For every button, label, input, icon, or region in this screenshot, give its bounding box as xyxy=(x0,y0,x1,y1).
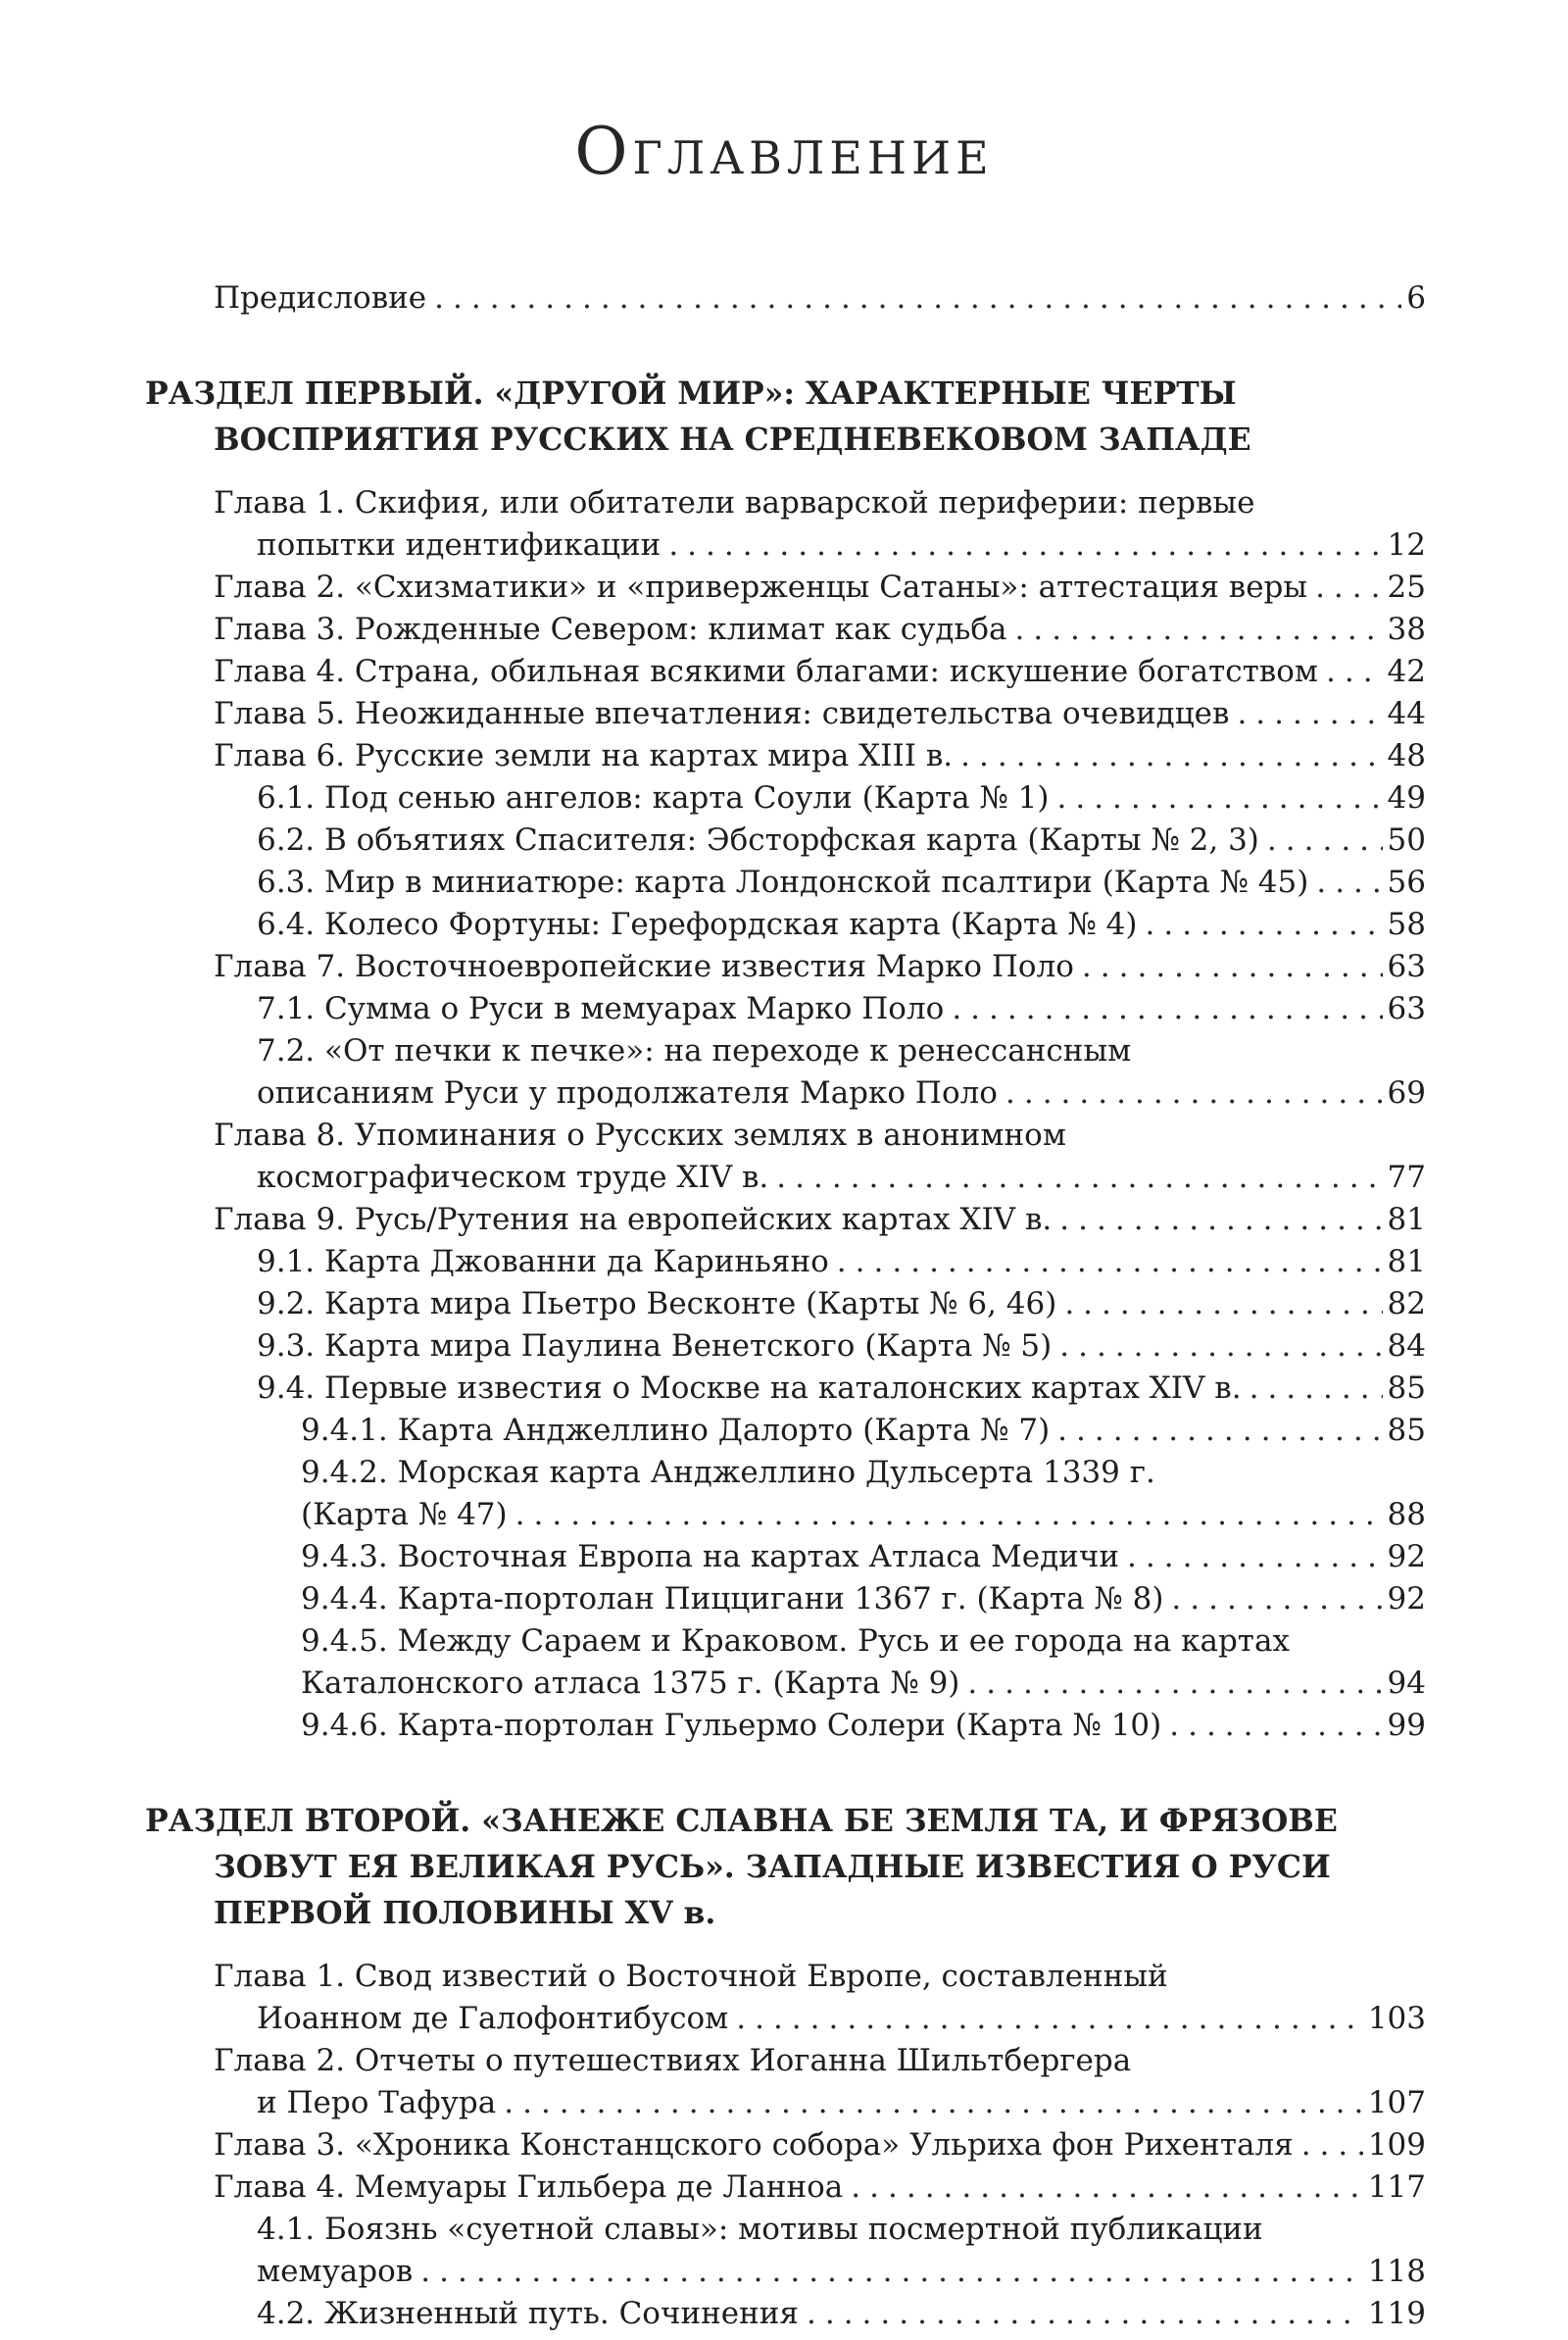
page-number: 92 xyxy=(1387,1581,1426,1617)
toc-entry xyxy=(0,693,1568,735)
page-number: 85 xyxy=(1387,1413,1426,1448)
dot-leader xyxy=(1315,567,1382,609)
dot-leader xyxy=(1059,1325,1382,1368)
toc-entry-text: Глава 4. Мемуары Гильбера де Ланноа xyxy=(214,2169,844,2205)
page-number: 119 xyxy=(1367,2296,1426,2331)
dot-leader xyxy=(1237,693,1382,735)
toc-entry-line xyxy=(257,777,1426,820)
toc-entry xyxy=(0,1956,1568,2040)
toc-section-heading xyxy=(0,371,1568,463)
toc-entry xyxy=(0,946,1568,988)
toc-entry xyxy=(0,1452,1568,1536)
page-number: 12 xyxy=(1387,527,1426,563)
page-number: 109 xyxy=(1367,2127,1426,2163)
toc-entry-line: Глава 1. Скифия, или обитатели варварской периферии: первые xyxy=(214,485,1255,521)
toc-entry xyxy=(0,1283,1568,1325)
toc-entry-line xyxy=(257,820,1426,862)
toc-entry xyxy=(0,1030,1568,1115)
toc-entry xyxy=(0,1368,1568,1410)
toc-entry-line xyxy=(214,277,1426,320)
toc-entry xyxy=(0,482,1568,567)
page-number: 103 xyxy=(1367,2001,1426,2036)
page-number: 56 xyxy=(1387,865,1426,900)
toc-entry-line xyxy=(301,1494,1426,1536)
toc-entry-line: Глава 1. Свод известий о Восточной Европе, составленный xyxy=(214,1959,1168,1994)
toc-entry-line xyxy=(214,1157,1426,1199)
page-number: 50 xyxy=(1387,822,1426,858)
toc-entry-text: 9.1. Карта Джованни да Кариньяно xyxy=(257,1244,829,1279)
toc-entry-line xyxy=(257,1325,1426,1368)
toc-entry-line xyxy=(257,862,1426,904)
toc-entry xyxy=(0,988,1568,1030)
page-number: 117 xyxy=(1367,2169,1426,2205)
dot-leader xyxy=(952,988,1382,1030)
page-number: 85 xyxy=(1387,1370,1426,1406)
toc-entry xyxy=(0,904,1568,946)
dot-leader xyxy=(967,1663,1382,1705)
dot-leader xyxy=(504,2082,1363,2124)
page-number: 63 xyxy=(1387,991,1426,1026)
toc-entry-line xyxy=(301,1578,1426,1620)
dot-leader xyxy=(807,2293,1363,2335)
toc-entry-text: Каталонского атласа 1375 г. (Карта № 9) xyxy=(301,1666,960,1701)
dot-leader xyxy=(1015,609,1383,651)
toc-entry-line xyxy=(214,1998,1426,2040)
toc-section-line: РАЗДЕЛ ВТОРОЙ. «ЗАНЕЖЕ СЛАВНА БЕ ЗЕМЛЯ ТА, И ФРЯЗОВЕ xyxy=(145,1803,1338,1839)
toc-entry-line xyxy=(214,609,1426,651)
toc-entry-text: Глава 2. «Схизматики» и «приверженцы Сатаны»: аттестация веры xyxy=(214,570,1308,605)
toc-entry-line: Глава 8. Упоминания о Русских землях в анонимном xyxy=(214,1118,1066,1153)
toc-entry-text: Глава 9. Русь/Рутения на европейских картах XIV в. xyxy=(214,1202,1053,1237)
toc-entry-line: 9.4.2. Морская карта Анджеллино Дульсерта 1339 г. xyxy=(301,1455,1155,1490)
dot-leader xyxy=(1169,1705,1382,1747)
page-number: 82 xyxy=(1387,1286,1426,1321)
toc-entry xyxy=(0,1325,1568,1368)
dot-leader xyxy=(515,1494,1383,1536)
toc-entry-text: 4.2. Жизненный путь. Сочинения xyxy=(257,2296,799,2331)
toc-entry xyxy=(0,862,1568,904)
toc-entry xyxy=(0,1536,1568,1578)
toc-entry-text: 6.2. В объятиях Спасителя: Эбсторфская карта (Карты № 2, 3) xyxy=(257,822,1259,858)
toc-entry-text: 9.4.6. Карта-портолан Гульермо Солери (Карта № 10) xyxy=(301,1708,1162,1743)
dot-leader xyxy=(1301,2124,1363,2166)
toc-entry-line xyxy=(257,1283,1426,1325)
toc-entry-line xyxy=(257,1368,1426,1410)
toc-entry-text: 9.4. Первые известия о Москве на каталонских картах XIV в. xyxy=(257,1370,1242,1406)
toc-entry xyxy=(0,609,1568,651)
toc-entry-line xyxy=(214,567,1426,609)
toc-section-line: РАЗДЕЛ ПЕРВЫЙ. «ДРУГОЙ МИР»: ХАРАКТЕРНЫЕ ЧЕРТЫ xyxy=(145,375,1237,412)
page-number: 48 xyxy=(1387,738,1426,773)
toc-entry-line xyxy=(214,2082,1426,2124)
toc-entry-line xyxy=(257,2251,1426,2293)
dot-leader xyxy=(1171,1578,1382,1620)
page-number: 118 xyxy=(1367,2254,1426,2289)
toc-entry-line xyxy=(301,1705,1426,1747)
toc-entry-line xyxy=(214,651,1426,693)
toc-entry-line xyxy=(214,524,1426,567)
toc-entry xyxy=(0,2040,1568,2124)
toc-entry xyxy=(0,1199,1568,1241)
toc-entry-line xyxy=(257,904,1426,946)
page-number: 69 xyxy=(1387,1075,1426,1111)
dot-leader xyxy=(420,2251,1363,2293)
toc-entry-text: 6.3. Мир в миниатюре: карта Лондонской псалтири (Карта № 45) xyxy=(257,865,1309,900)
toc-entry xyxy=(0,1705,1568,1747)
toc-entry-text: 9.3. Карта мира Паулина Венетского (Карта № 5) xyxy=(257,1328,1053,1364)
toc-entry xyxy=(0,651,1568,693)
toc-entry-text: Глава 3. «Хроника Констанцского собора» Ульриха фон Рихенталя xyxy=(214,2127,1294,2163)
dot-leader xyxy=(736,1998,1363,2040)
page-number: 63 xyxy=(1387,949,1426,984)
toc-entry xyxy=(0,2209,1568,2293)
page-number: 25 xyxy=(1387,570,1426,605)
toc-entry xyxy=(0,1620,1568,1705)
toc-entry-line xyxy=(214,946,1426,988)
dot-leader xyxy=(1326,651,1383,693)
toc-entry-line xyxy=(214,735,1426,777)
toc-section-line: ЗОВУТ ЕЯ ВЕЛИКАЯ РУСЬ». ЗАПАДНЫЕ ИЗВЕСТИЯ О РУСИ xyxy=(214,1849,1331,1885)
page-number: 81 xyxy=(1387,1244,1426,1279)
dot-leader xyxy=(1064,1283,1382,1325)
toc-entry xyxy=(0,1241,1568,1283)
toc-entry xyxy=(0,777,1568,820)
toc-entry-line xyxy=(214,1199,1426,1241)
toc-entry-text: Глава 7. Восточноевропейские известия Марко Поло xyxy=(214,949,1074,984)
toc-entry-text: 9.4.1. Карта Анджеллино Далорто (Карта № 7) xyxy=(301,1413,1051,1448)
toc-entry xyxy=(0,735,1568,777)
page-number: 94 xyxy=(1387,1666,1426,1701)
toc-entry-text: 9.4.3. Восточная Европа на картах Атласа Медичи xyxy=(301,1539,1120,1574)
dot-leader xyxy=(434,277,1401,320)
toc-entry-text: Глава 3. Рожденные Севером: климат как судьба xyxy=(214,612,1007,647)
toc-entry-text: Глава 6. Русские земли на картах мира XIII в. xyxy=(214,738,954,773)
dot-leader xyxy=(1127,1536,1383,1578)
page-number: 84 xyxy=(1387,1328,1426,1364)
dot-leader xyxy=(668,524,1382,567)
page-number: 88 xyxy=(1387,1497,1426,1532)
toc-entry-line xyxy=(257,988,1426,1030)
toc-entry-text: мемуаров xyxy=(257,2254,414,2289)
page-number: 58 xyxy=(1387,907,1426,942)
toc-entry-text: Глава 5. Неожиданные впечатления: свидетельства очевидцев xyxy=(214,696,1230,731)
page-number: 107 xyxy=(1367,2085,1426,2120)
toc-entry xyxy=(0,567,1568,609)
dot-leader xyxy=(960,735,1382,777)
dot-leader xyxy=(1082,946,1383,988)
toc-entry-line: 4.1. Боязнь «суетной славы»: мотивы посмертной публикации xyxy=(257,2212,1263,2247)
page-number: 99 xyxy=(1387,1708,1426,1743)
toc-entry-line xyxy=(257,2293,1426,2335)
toc-entry-line: 7.2. «От печки к печке»: на переходе к ренессансным xyxy=(257,1033,1132,1069)
toc-entry-text: Глава 4. Страна, обильная всякими благами: искушение богатством xyxy=(214,654,1319,689)
toc-entry-line xyxy=(214,2124,1426,2166)
toc-entry-text: (Карта № 47) xyxy=(301,1497,508,1532)
page-number: 42 xyxy=(1387,654,1426,689)
toc-entry xyxy=(0,1115,1568,1199)
dot-leader xyxy=(1146,904,1383,946)
toc-entry xyxy=(0,277,1568,320)
dot-leader xyxy=(776,1157,1382,1199)
toc-list xyxy=(0,277,1568,2335)
toc-entry xyxy=(0,1410,1568,1452)
toc-entry-text: 9.2. Карта мира Пьетро Весконте (Карты № 6, 46) xyxy=(257,1286,1057,1321)
page-number: 49 xyxy=(1387,780,1426,816)
toc-entry xyxy=(0,820,1568,862)
dot-leader xyxy=(851,2166,1363,2209)
toc-section-line: ВОСПРИЯТИЯ РУССКИХ НА СРЕДНЕВЕКОВОМ ЗАПАДЕ xyxy=(214,422,1251,458)
page-number: 81 xyxy=(1387,1202,1426,1237)
toc-entry xyxy=(0,2166,1568,2209)
page-number: 6 xyxy=(1406,280,1426,316)
dot-leader xyxy=(837,1241,1383,1283)
dot-leader xyxy=(1316,862,1382,904)
toc-entry xyxy=(0,2293,1568,2335)
toc-entry-text: 6.1. Под сенью ангелов: карта Соули (Карта № 1) xyxy=(257,780,1050,816)
dot-leader xyxy=(1005,1072,1383,1115)
toc-entry-text: и Перо Тафура xyxy=(257,2085,497,2120)
toc-entry-line xyxy=(301,1410,1426,1452)
toc-entry-line xyxy=(301,1663,1426,1705)
toc-section-line: ПЕРВОЙ ПОЛОВИНЫ XV в. xyxy=(214,1895,716,1931)
toc-section-heading xyxy=(0,1798,1568,1936)
toc-entry-text: 7.1. Сумма о Руси в мемуарах Марко Поло xyxy=(257,991,945,1026)
dot-leader xyxy=(1057,1410,1382,1452)
toc-entry-text: космографическом труде XIV в. xyxy=(257,1160,769,1195)
toc-entry-text: Иоанном де Галофонтибусом xyxy=(257,2001,729,2036)
toc-entry-text: 9.4.4. Карта-портолан Пиццигани 1367 г. (Карта № 8) xyxy=(301,1581,1164,1617)
toc-entry-text: Предисловие xyxy=(214,280,427,316)
dot-leader xyxy=(1267,820,1383,862)
toc-entry-text: описаниям Руси у продолжателя Марко Поло xyxy=(257,1075,998,1111)
toc-entry-line xyxy=(257,1241,1426,1283)
page-number: 38 xyxy=(1387,612,1426,647)
page-number: 44 xyxy=(1387,696,1426,731)
toc-entry-text: попытки идентификации xyxy=(257,527,662,563)
toc-entry-line xyxy=(257,1072,1426,1115)
page-number: 92 xyxy=(1387,1539,1426,1574)
toc-entry-line xyxy=(214,693,1426,735)
toc-entry xyxy=(0,2124,1568,2166)
dot-leader xyxy=(1059,1199,1382,1241)
toc-entry-line xyxy=(214,2166,1426,2209)
dot-leader xyxy=(1057,777,1383,820)
toc-entry-line xyxy=(301,1536,1426,1578)
dot-leader xyxy=(1250,1368,1383,1410)
toc-entry-line: Глава 2. Отчеты о путешествиях Иоганна Шильтбергера xyxy=(214,2043,1132,2078)
page-title: Оглавление xyxy=(574,114,994,189)
page-number: 77 xyxy=(1387,1160,1426,1195)
toc-entry-line: 9.4.5. Между Сараем и Краковом. Русь и ее города на картах xyxy=(301,1623,1290,1659)
toc-entry-text: 6.4. Колесо Фортуны: Герефордская карта (Карта № 4) xyxy=(257,907,1138,942)
toc-entry xyxy=(0,1578,1568,1620)
